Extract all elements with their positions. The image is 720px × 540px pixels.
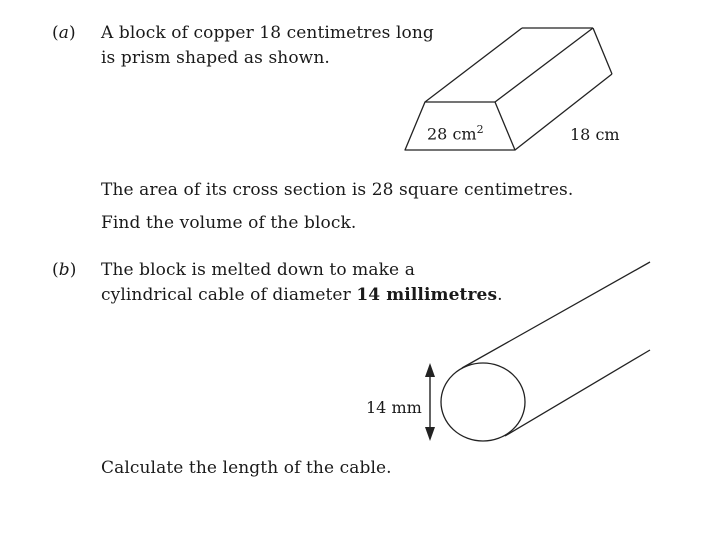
diameter-arrow-head-up (425, 363, 435, 377)
area-superscript: 2 (476, 123, 484, 136)
part-a-label: (a) (52, 23, 76, 43)
part-b-label: (b) (52, 260, 77, 280)
cable-top-edge (462, 262, 650, 368)
part-b-line-2: cylindrical cable of diameter 14 millimetres. (101, 285, 503, 305)
part-b-letter: b (58, 260, 70, 280)
part-a-line-3: The area of its cross section is 28 square centimetres. (101, 180, 574, 200)
block-length-label: 18 cm (570, 125, 620, 144)
cross-section-area-label: 28 $cm^2$ (427, 123, 484, 144)
cable-diameter-label: 14 mm (366, 398, 422, 417)
prism-top-left-edge (425, 28, 522, 102)
diameter-arrow (425, 363, 435, 441)
prism-back-right-edge (593, 28, 612, 74)
part-a-letter: a (58, 23, 69, 43)
cable-end-circle (441, 363, 525, 441)
part-a-line-1: A block of copper 18 centimetres long (101, 23, 434, 43)
diameter-emphasis: 14 millimetres (356, 285, 498, 305)
part-a-line-4: Find the volume of the block. (101, 213, 357, 233)
part-b-line-3: Calculate the length of the cable. (101, 458, 392, 478)
part-a-line-2: is prism shaped as shown. (101, 48, 330, 68)
cable-bottom-edge (505, 350, 650, 436)
prism-top-right-edge (495, 28, 593, 102)
part-b-line-1: The block is melted down to make a (101, 260, 415, 280)
diameter-arrow-head-down (425, 427, 435, 441)
